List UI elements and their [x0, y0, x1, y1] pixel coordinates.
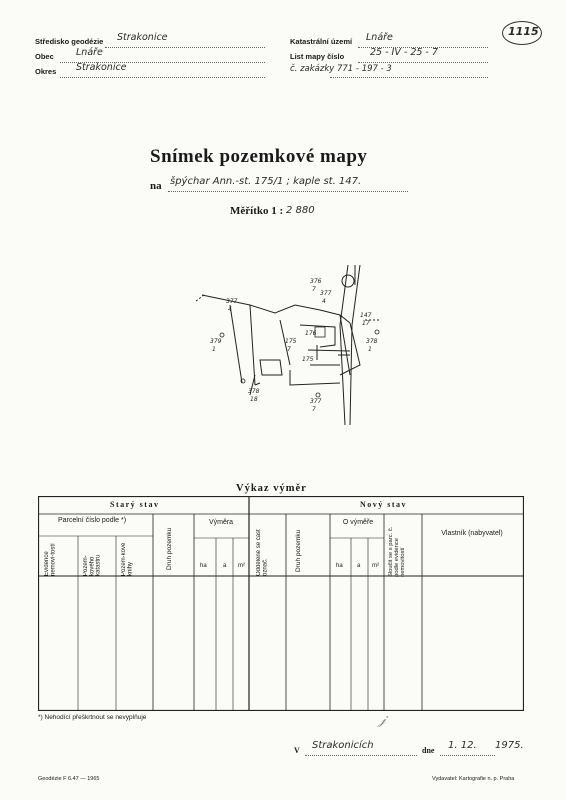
okres-value: Strakonice: [76, 62, 127, 73]
ha-heading: ha: [200, 563, 207, 569]
scale-value: 2 880: [286, 205, 315, 216]
map-label: 378: [248, 388, 260, 395]
map-label: 1: [212, 346, 216, 353]
katastralni-label: Katastrální území: [290, 37, 353, 46]
druh-pozemku-new-heading: Druh pozemku: [295, 529, 302, 572]
katastralni-value: Lnáře: [366, 32, 393, 43]
stary-stav-heading: Starý stav: [110, 500, 160, 509]
evidence-heading: Evidence nemovi-tostí: [44, 543, 57, 576]
obec-value: Lnáře: [76, 47, 103, 58]
footer-left: Geodézie F 6.47 — 1965: [38, 776, 100, 782]
m2-heading: m²: [238, 563, 245, 569]
map-label: 7: [287, 346, 291, 353]
footer-right: Vydavatel: Kartografie n. p. Praha: [432, 776, 515, 782]
v-label: V: [294, 746, 300, 755]
footnote: *) Nehodící přeškrtnout se nevyplňuje: [38, 714, 147, 721]
map-label: 7: [312, 406, 316, 413]
list-mapy-label: List mapy číslo: [290, 52, 345, 61]
na-value: špýchar Ann.-st. 175/1 ; kaple st. 147.: [170, 176, 362, 187]
scale-label: Měřítko 1 :: [230, 205, 284, 217]
map-label: 377: [226, 298, 238, 305]
map-label: 4: [322, 298, 326, 305]
vykaz-title: Výkaz výměr: [236, 483, 307, 494]
dotted-line: [440, 754, 495, 756]
map-label: 377: [320, 290, 332, 297]
ha2-heading: ha: [336, 563, 343, 569]
map-label: 376: [310, 278, 322, 285]
map-label: 4: [228, 306, 232, 313]
date-value: 1. 12.: [448, 740, 477, 751]
dotted-line: [168, 190, 408, 192]
o-vymere-heading: O výměře: [342, 519, 374, 526]
map-label: 176: [305, 330, 317, 337]
pozemkove-knihy-heading: Pozem-kové knihy: [121, 542, 134, 576]
stamp-number: 1115: [508, 25, 539, 38]
m2b-heading: m²: [372, 563, 379, 569]
map-label: 1: [368, 346, 372, 353]
map-label: 18: [250, 396, 258, 403]
druh-pozemku-old-heading: Druh pozemku: [166, 527, 173, 570]
dotted-line: [330, 76, 488, 78]
dotted-line: [105, 46, 265, 48]
page-title: Snímek pozemkové mapy: [150, 146, 368, 167]
vlastnik-heading: Vlastník (nabyvatel): [441, 530, 503, 537]
stredisko-label: Středisko geodézie: [35, 37, 104, 46]
map-label: 377: [310, 398, 322, 405]
a-heading: a: [223, 563, 227, 569]
map-label: 175: [302, 356, 314, 363]
cadastral-map-sketch: [190, 265, 390, 425]
na-label: na: [150, 180, 162, 192]
place-value: Strakonicích: [312, 740, 374, 751]
pozemkoveho-katastru-heading: Pozem-kového katastru: [83, 554, 102, 576]
okres-label: Okres: [35, 67, 57, 76]
stredisko-value: Strakonice: [117, 32, 168, 43]
dotted-line: [305, 754, 417, 756]
dne-label: dne: [422, 746, 435, 755]
map-label: 378: [366, 338, 378, 345]
oddilene-heading: Oddělené se část označ.: [256, 529, 269, 576]
map-label: 17: [362, 320, 370, 327]
map-label: 175: [285, 338, 297, 345]
parcelni-cislo-heading: Parcelní číslo podle *): [57, 517, 127, 524]
a2-heading: a: [357, 563, 361, 569]
sloucit-heading: Sloučit se s parc. č. podle evidence nemovitostí: [388, 526, 407, 577]
map-label: 379: [210, 338, 222, 345]
vymera-heading: Výměra: [208, 519, 234, 526]
vykaz-table-grid: [38, 496, 524, 711]
map-label: 147: [360, 312, 372, 319]
map-label: 7: [312, 286, 316, 293]
zakazka-value: č. zakázky 771 - 197 - 3: [290, 64, 392, 74]
signature: 𝒿: [378, 712, 386, 728]
year-value: 1975.: [495, 740, 524, 751]
dotted-line: [358, 61, 488, 63]
obec-label: Obec: [35, 52, 54, 61]
dotted-line: [60, 76, 265, 78]
novy-stav-heading: Nový stav: [360, 500, 408, 509]
list-mapy-value: 25 - IV - 25 - 7: [370, 47, 438, 58]
